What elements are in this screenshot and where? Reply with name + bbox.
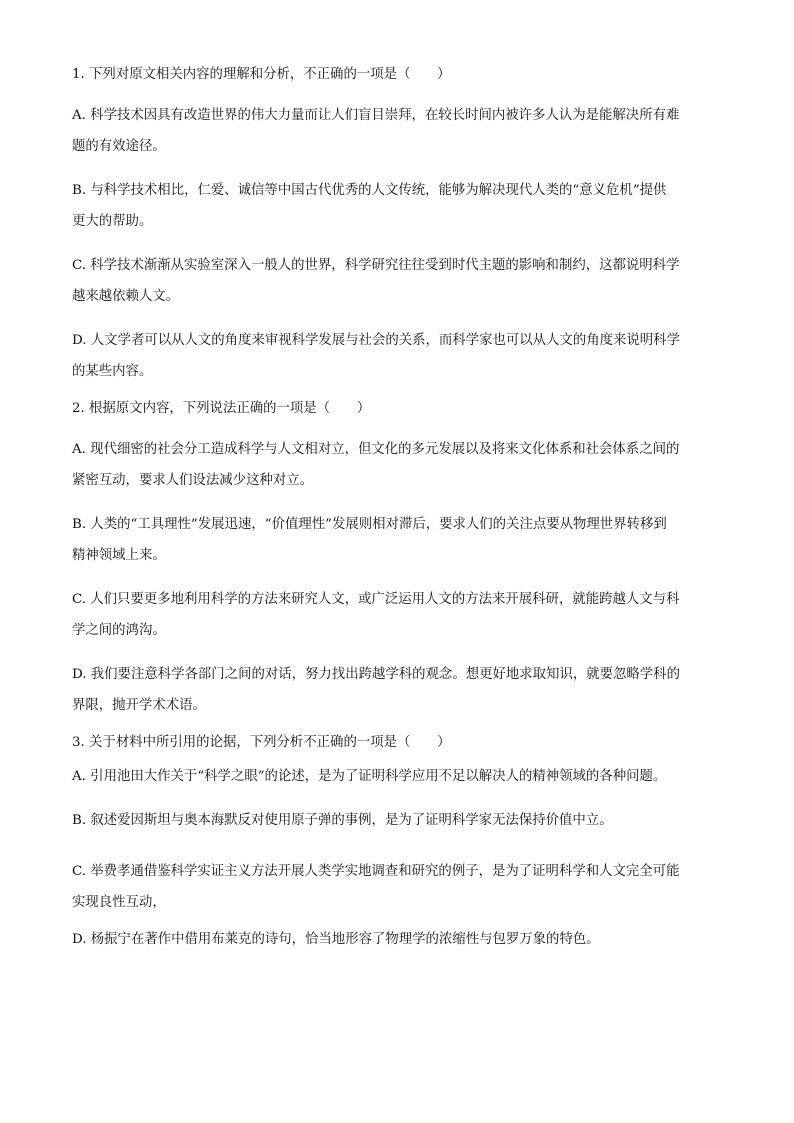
option-line: C. 科学技术渐渐从实验室深入一般人的世界，科学研究往往受到时代主题的影响和制约，这都说明科学: [72, 258, 680, 273]
question-2-option-a: [72, 434, 722, 496]
document-page: [72, 66, 722, 975]
question-1-option-d: [72, 325, 722, 387]
option-line: B. 与科学技术相比，仁爱、诚信等中国古代优秀的人文传统，能够为解决现代人类的“意义危机”提供: [72, 183, 667, 198]
question-1-stem: 1. 下列对原文相关内容的理解和分析，不正确的一项是（ ）: [72, 67, 451, 82]
option-line: 界限，抛开学术术语。: [72, 698, 206, 713]
option-line: C. 人们只要更多地利用科学的方法来研究人文，或广泛运用人文的方法来开展科研，就能跨越人文与科: [72, 592, 680, 607]
option-line: 实现良性互动，: [72, 895, 166, 910]
option-line: B. 人类的“工具理性”发展迅速，“价值理性”发展则相对滞后，要求人们的关注点要从物理世界转移到: [72, 517, 667, 532]
question-1-option-b: [72, 175, 722, 237]
question-1-option-c: [72, 250, 722, 312]
option-line: A. 科学技术因具有改造世界的伟大力量而让人们盲目崇拜，在较长时间内被许多人认为是能解决所有难: [72, 108, 680, 123]
question-2-option-b: [72, 509, 722, 571]
option-line: C. 举费孝通借鉴科学实证主义方法开展人类学实地调查和研究的例子，是为了证明科学和人文完全可能: [72, 864, 680, 879]
question-2-stem: 2. 根据原文内容，下列说法正确的一项是（ ）: [72, 401, 371, 416]
question-2-option-d: [72, 659, 722, 721]
option-line: 更大的帮助。: [72, 214, 153, 229]
option-line: 越来越依赖人文。: [72, 289, 180, 304]
question-2-option-c: [72, 584, 722, 646]
question-3-option-d: [72, 931, 722, 949]
question-3-option-c: [72, 856, 722, 918]
option-line: 的某些内容。: [72, 364, 153, 379]
option-line: B. 叙述爱因斯坦与奥本海默反对使用原子弹的事例，是为了证明科学家无法保持价值中立。: [72, 813, 613, 828]
option-line: 学之间的鸿沟。: [72, 623, 166, 638]
question-3-stem: 3. 关于材料中所引用的论据，下列分析不正确的一项是（ ）: [72, 735, 451, 750]
question-3-option-b: [72, 812, 722, 830]
option-line: D. 人文学者可以从人文的角度来审视科学发展与社会的关系，而科学家也可以从人文的角度来说明科学: [72, 333, 680, 348]
option-line: 紧密互动，要求人们设法减少这种对立。: [72, 473, 314, 488]
option-line: D. 我们要注意科学各部门之间的对话，努力找出跨越学科的观念。想更好地求取知识，就要忽略学科的: [72, 667, 680, 682]
question-3-option-a: [72, 768, 722, 786]
question-1-option-a: [72, 100, 722, 162]
option-line: 精神领域上来。: [72, 548, 166, 563]
option-line: A. 现代细密的社会分工造成科学与人文相对立，但文化的多元发展以及将来文化体系和社会体系之间的: [72, 442, 680, 457]
option-line: D. 杨振宁在著作中借用布莱克的诗句，恰当地形容了物理学的浓缩性与包罗万象的特色。: [72, 932, 600, 947]
option-line: A. 引用池田大作关于“科学之眼”的论述，是为了证明科学应用不足以解决人的精神领域的各种问题。: [72, 769, 667, 784]
option-line: 题的有效途径。: [72, 139, 166, 154]
